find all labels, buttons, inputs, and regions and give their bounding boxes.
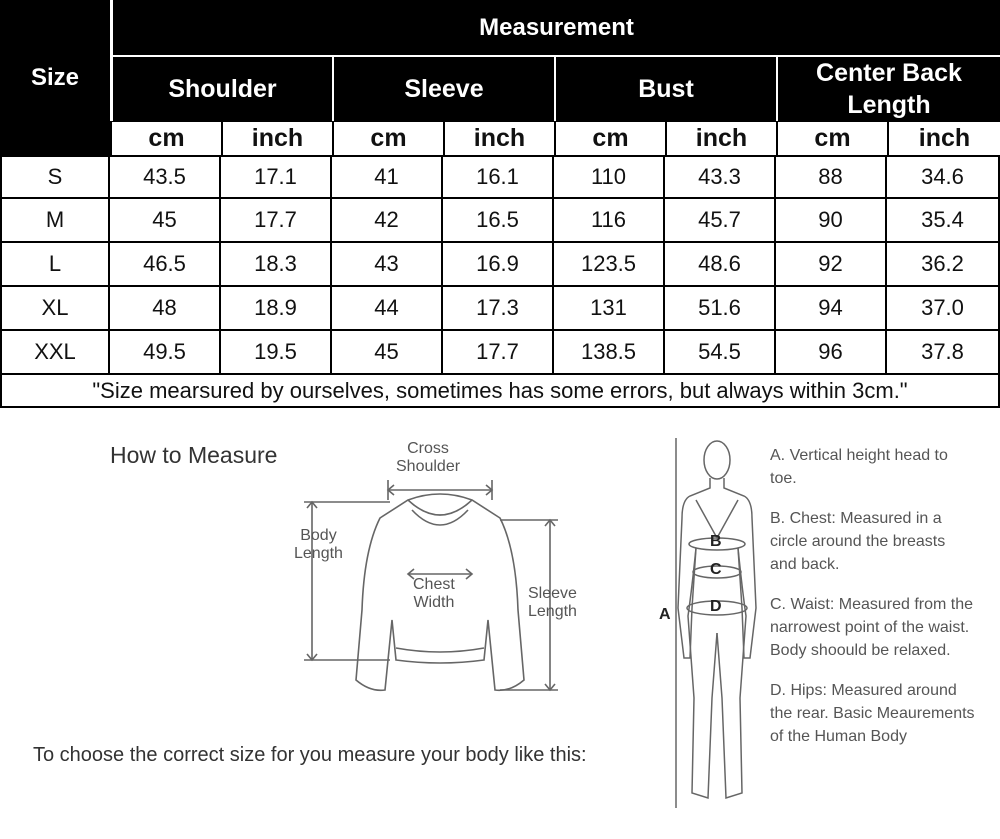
size-header-cell: [0, 0, 110, 155]
cell-value: 17.7: [254, 207, 297, 232]
cell-value: 44: [374, 295, 399, 320]
table-cell: [332, 287, 443, 331]
cell-value: 88: [818, 164, 843, 189]
table-row-size-cell: [0, 243, 110, 287]
table-row-size-cell: [0, 331, 110, 375]
instruction-text: To choose the correct size for you measure your body like this:: [33, 744, 587, 766]
table-cell: [776, 287, 887, 331]
unit-header-0: [110, 121, 221, 155]
cell-value: 18.3: [254, 251, 297, 276]
cell-value: 131: [590, 295, 627, 320]
cell-value: 43.3: [698, 164, 741, 189]
unit-label: cm: [592, 124, 629, 153]
cell-value: 18.9: [254, 295, 297, 320]
table-cell: [110, 287, 221, 331]
cell-value: 92: [818, 251, 843, 276]
cell-value: 17.3: [476, 295, 519, 320]
cell-value: 43.5: [143, 164, 186, 189]
size-chart-table: [0, 0, 1000, 408]
cell-value: 45: [374, 339, 399, 364]
cell-value: 110: [590, 164, 627, 189]
measurement-legend: [770, 444, 975, 755]
legend-item-b: B. Chest: Measured in a circle around the breasts and back.: [770, 510, 946, 573]
measurement-header-cell: [110, 0, 1000, 55]
cell-value: 17.7: [476, 339, 519, 364]
cell-value: 36.2: [921, 251, 964, 276]
unit-label: inch: [473, 124, 526, 153]
table-cell: [221, 287, 332, 331]
group-label: Sleeve: [404, 74, 484, 103]
cell-value: 37.0: [921, 295, 964, 320]
cell-value: 43: [374, 251, 399, 276]
unit-label: cm: [370, 124, 407, 153]
table-row-size-cell: [0, 287, 110, 331]
unit-header-7: [887, 121, 1000, 155]
cell-value: 54.5: [698, 339, 741, 364]
unit-label: cm: [148, 124, 185, 153]
cell-value: 17.1: [254, 164, 297, 189]
table-row-size-cell: [0, 199, 110, 243]
group-label: Shoulder: [168, 74, 277, 103]
table-cell: [221, 243, 332, 287]
table-cell: [887, 331, 1000, 375]
sleeve-length-label: Sleeve Length: [528, 585, 577, 620]
table-cell: [665, 243, 776, 287]
table-cell: [221, 155, 332, 199]
table-cell: [776, 331, 887, 375]
table-cell: [443, 199, 554, 243]
unit-label: inch: [918, 124, 971, 153]
table-cell: [221, 331, 332, 375]
cell-value: 123.5: [580, 251, 637, 276]
group-header-shoulder: [110, 55, 332, 121]
cell-value: 16.5: [476, 207, 519, 232]
table-cell: [443, 287, 554, 331]
table-row-size-cell: [0, 155, 110, 199]
table-cell: [554, 199, 665, 243]
body-label-b: B: [710, 533, 722, 550]
size-header: Size: [30, 63, 80, 91]
cell-value: 42: [374, 207, 399, 232]
cell-value: 96: [818, 339, 843, 364]
table-cell: [554, 243, 665, 287]
cell-value: 138.5: [580, 339, 637, 364]
table-note: "Size mearsured by ourselves, sometimes has some errors, but always within 3cm.": [92, 377, 908, 403]
cell-value: 16.1: [476, 164, 519, 189]
table-cell: [554, 155, 665, 199]
table-cell: [332, 155, 443, 199]
table-cell: [221, 199, 332, 243]
table-note-cell: [0, 375, 1000, 408]
table-cell: [887, 243, 1000, 287]
table-cell: [665, 331, 776, 375]
cell-value: 16.9: [476, 251, 519, 276]
table-cell: [443, 243, 554, 287]
chest-width-label: Chest Width: [413, 576, 455, 611]
table-cell: [332, 199, 443, 243]
legend-item-c: C. Waist: Measured from the narrowest point of the waist. Body shoould be relaxed.: [770, 596, 974, 659]
size-label: M: [45, 207, 65, 232]
how-to-measure-title: How to Measure: [110, 442, 278, 468]
cell-value: 41: [374, 164, 399, 189]
group-header-sleeve: [332, 55, 554, 121]
table-cell: [665, 155, 776, 199]
cell-value: 45.7: [698, 207, 741, 232]
table-cell: [776, 199, 887, 243]
group-header-center-back-length: [776, 55, 1000, 121]
table-cell: [110, 243, 221, 287]
body-illustration: [662, 438, 772, 818]
table-cell: [332, 331, 443, 375]
cell-value: 90: [818, 207, 843, 232]
cell-value: 94: [818, 295, 843, 320]
table-cell: [110, 199, 221, 243]
cross-shoulder-label: Cross Shoulder: [396, 440, 461, 475]
unit-header-2: [332, 121, 443, 155]
unit-label: cm: [814, 124, 851, 153]
cell-value: 34.6: [921, 164, 964, 189]
cell-value: 46.5: [143, 251, 186, 276]
table-cell: [887, 155, 1000, 199]
cell-value: 51.6: [698, 295, 741, 320]
size-label: XL: [41, 295, 69, 320]
body-length-label: Body Length: [294, 527, 343, 562]
table-cell: [110, 331, 221, 375]
body-label-c: C: [710, 561, 722, 578]
table-cell: [443, 331, 554, 375]
cell-value: 45: [152, 207, 177, 232]
size-label: S: [47, 164, 63, 189]
cell-value: 35.4: [921, 207, 964, 232]
table-cell: [332, 243, 443, 287]
cell-value: 48: [152, 295, 177, 320]
unit-label: inch: [251, 124, 304, 153]
legend-item-d: D. Hips: Measured around the rear. Basic Meaurements of the Human Body: [770, 682, 975, 745]
table-cell: [887, 287, 1000, 331]
table-cell: [887, 199, 1000, 243]
legend-item-a: A. Vertical height head to toe.: [770, 447, 948, 487]
cell-value: 37.8: [921, 339, 964, 364]
unit-header-5: [665, 121, 776, 155]
table-cell: [665, 287, 776, 331]
cell-value: 116: [590, 207, 627, 232]
table-cell: [110, 155, 221, 199]
unit-header-1: [221, 121, 332, 155]
group-header-bust: [554, 55, 776, 121]
unit-header-3: [443, 121, 554, 155]
group-label: Bust: [638, 74, 694, 103]
body-label-a: A: [659, 606, 671, 623]
body-label-d: D: [710, 598, 722, 615]
unit-header-4: [554, 121, 665, 155]
table-cell: [554, 287, 665, 331]
measurement-header: Measurement: [479, 13, 634, 41]
size-label: L: [48, 251, 62, 276]
cell-value: 49.5: [143, 339, 186, 364]
table-cell: [665, 199, 776, 243]
group-label: Center Back Length: [816, 58, 962, 119]
table-cell: [443, 155, 554, 199]
unit-header-6: [776, 121, 887, 155]
cell-value: 19.5: [254, 339, 297, 364]
table-cell: [776, 155, 887, 199]
table-cell: [554, 331, 665, 375]
table-cell: [776, 243, 887, 287]
unit-label: inch: [695, 124, 748, 153]
size-label: XXL: [34, 339, 76, 364]
cell-value: 48.6: [698, 251, 741, 276]
